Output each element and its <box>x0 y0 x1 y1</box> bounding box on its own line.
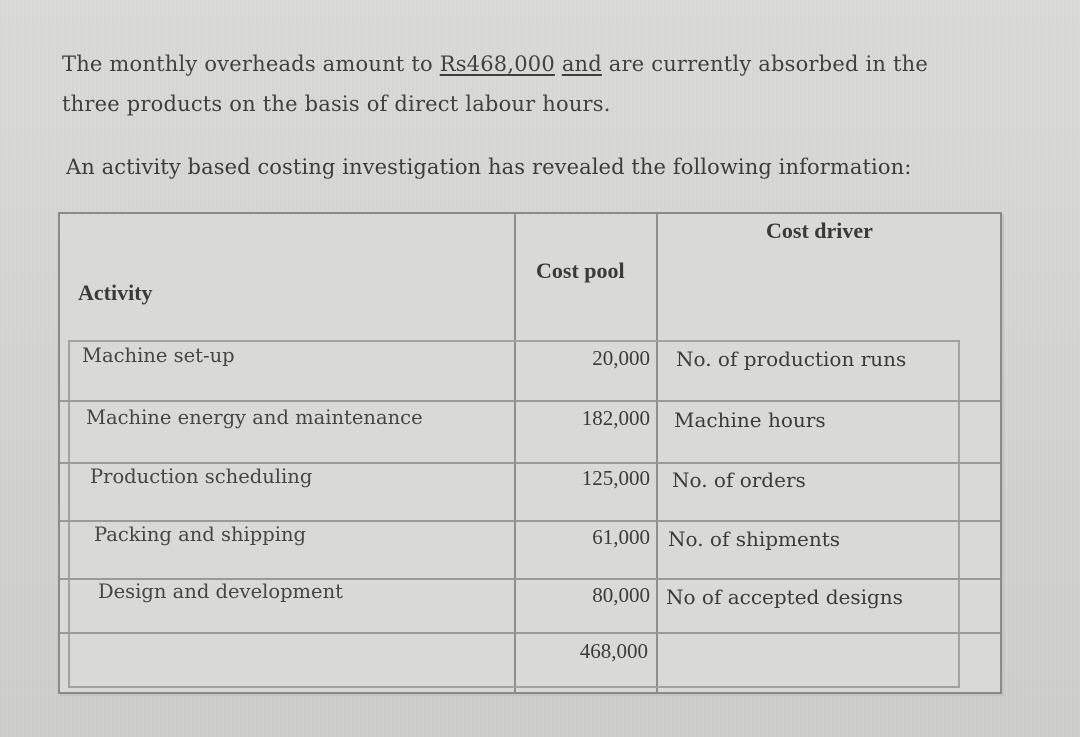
activity-cell: Machine energy and maintenance <box>86 406 423 429</box>
row-divider-2 <box>60 462 1000 464</box>
activity-cell: Machine set-up <box>82 344 235 367</box>
cost-driver-cell: Machine hours <box>674 408 826 432</box>
cost-driver-cell: No. of orders <box>672 468 806 492</box>
header-activity: Activity <box>78 280 153 305</box>
abc-statement: An activity based costing investigation has revealed the following information: <box>66 155 912 179</box>
cost-pool-cell: 80,000 <box>592 583 650 607</box>
activity-cell: Production scheduling <box>90 465 313 488</box>
intro-line-2: three products on the basis of direct labour hours. <box>62 92 611 116</box>
header-cost-pool: Cost pool <box>536 258 625 283</box>
intro-text-start: The monthly overheads amount to <box>62 52 440 76</box>
cost-pool-cell: 182,000 <box>581 406 650 430</box>
activity-cell: Packing and shipping <box>94 523 306 546</box>
cost-driver-cell: No of accepted designs <box>666 585 903 609</box>
cost-pool-cell: 20,000 <box>592 346 650 370</box>
cost-pool-cell: 61,000 <box>592 525 650 549</box>
cost-pool-cell: 125,000 <box>581 466 650 490</box>
activity-rows-frame <box>68 340 960 688</box>
and-word: and <box>561 52 602 76</box>
intro-paragraph <box>62 44 1072 124</box>
activity-cost-table <box>58 212 1002 694</box>
row-divider-1 <box>60 400 1000 402</box>
header-cost-driver: Cost driver <box>766 218 873 243</box>
overhead-amount: Rs468,000 <box>439 52 555 76</box>
intro-text-end: are currently absorbed in the <box>601 52 928 76</box>
cost-pool-total: 468,000 <box>579 639 648 663</box>
row-divider-5 <box>60 632 1000 634</box>
row-divider-3 <box>60 520 1000 522</box>
cost-driver-cell: No. of shipments <box>668 527 841 551</box>
cost-driver-cell: No. of production runs <box>676 347 907 371</box>
activity-cell: Design and development <box>98 580 343 603</box>
